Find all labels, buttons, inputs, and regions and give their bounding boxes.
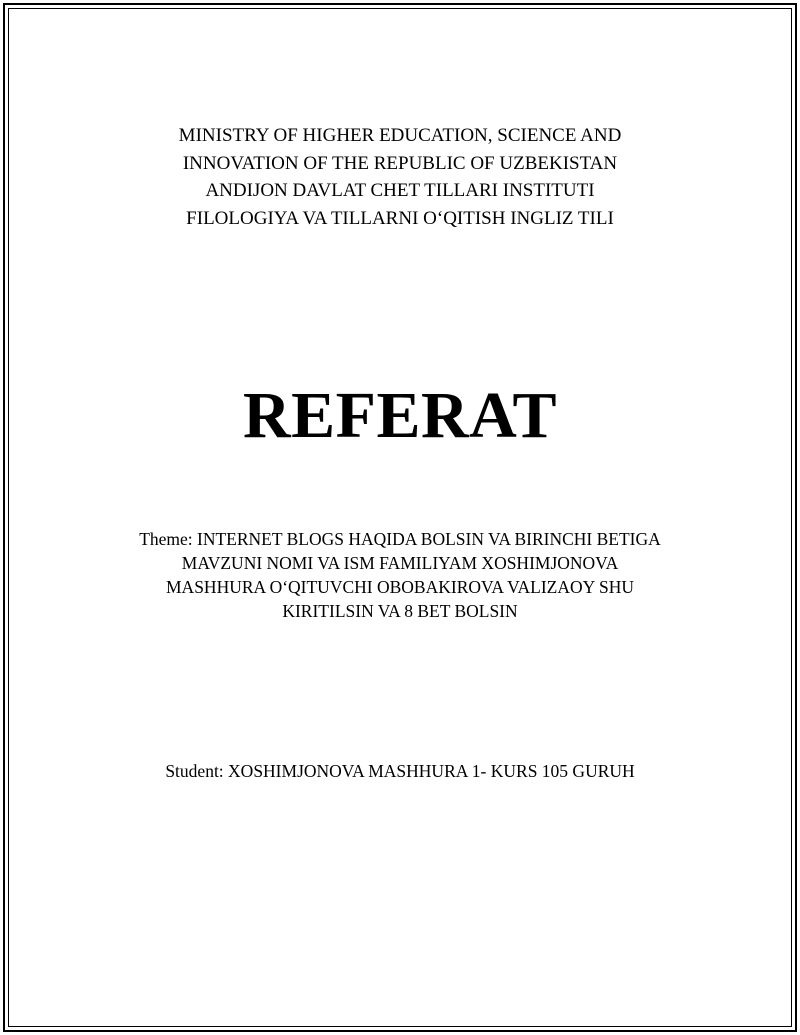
institution-header-line: MINISTRY OF HIGHER EDUCATION, SCIENCE AND xyxy=(178,125,622,146)
theme-line: MASHHURA O‘QITUVCHI OBOBAKIROVA VALIZAOY SHU xyxy=(166,577,634,597)
institution-header xyxy=(60,122,740,232)
theme-line: KIRITILSIN VA 8 BET BOLSIN xyxy=(282,601,518,621)
theme-line: Theme: INTERNET BLOGS HAQIDA BOLSIN VA BIRINCHI BETIGA xyxy=(139,529,661,549)
student-info: Student: XOSHIMJONOVA MASHHURA 1- KURS 105 GURUH xyxy=(165,761,635,781)
theme-line: MAVZUNI NOMI VA ISM FAMILIYAM XOSHIMJONOVA xyxy=(181,553,619,573)
institution-header-line: ANDIJON DAVLAT CHET TILLARI INSTITUTI xyxy=(205,180,595,201)
institution-header-line: INNOVATION OF THE REPUBLIC OF UZBEKISTAN xyxy=(182,152,618,174)
institution-header-line: FILOLOGIYA VA TILLARNI O‘QITISH INGLIZ TILI xyxy=(186,207,614,229)
theme-block xyxy=(100,527,700,623)
document-title: REFERAT xyxy=(243,379,557,452)
